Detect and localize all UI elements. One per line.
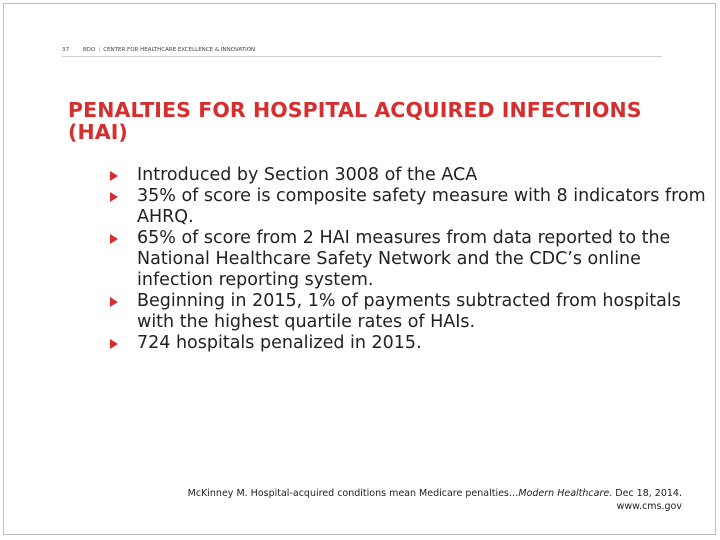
citation-suffix: . Dec 18, 2014. [609,488,682,499]
citation-journal: Modern Healthcare [518,488,610,499]
header-org: BDO [83,47,96,53]
triangle-bullet-icon [110,234,118,244]
header-text [83,47,255,53]
slide [3,3,716,535]
slide-title: PENALTIES FOR HOSPITAL ACQUIRED INFECTIONS (HAI) [68,98,642,144]
bullet-text: 35% of score is composite safety measure with 8 indicators from AHRQ. [137,186,706,227]
triangle-bullet-icon [110,171,118,181]
bullet-item [108,291,708,333]
triangle-bullet-icon [110,192,118,202]
triangle-bullet-icon [110,339,118,349]
bullet-item [108,165,708,186]
bullet-list [108,165,708,354]
bullet-text: Beginning in 2015, 1% of payments subtracted from hospitals with the highest quartile rates of HAIs. [137,291,681,332]
header-divider [62,56,662,57]
citation-url: www.cms.gov [616,501,682,512]
bullet-text: 724 hospitals penalized in 2015. [137,333,422,353]
bullet-text: 65% of score from 2 HAI measures from data reported to the National Healthcare Safety Network and the CDC’s online infection reporting system. [137,228,671,290]
header-separator: | [98,47,101,53]
citation [188,487,682,513]
bullet-item [108,333,708,354]
bullet-text: Introduced by Section 3008 of the ACA [137,165,478,185]
header-section: CENTER FOR HEALTHCARE EXCELLENCE & INNOVATION [103,47,256,53]
citation-prefix: McKinney M. Hospital-acquired conditions mean Medicare penalties… [187,488,519,499]
citation-line [188,487,682,500]
page-number: 37 [62,47,70,53]
bullet-item [108,228,708,291]
triangle-bullet-icon [110,297,118,307]
bullet-item [108,186,708,228]
